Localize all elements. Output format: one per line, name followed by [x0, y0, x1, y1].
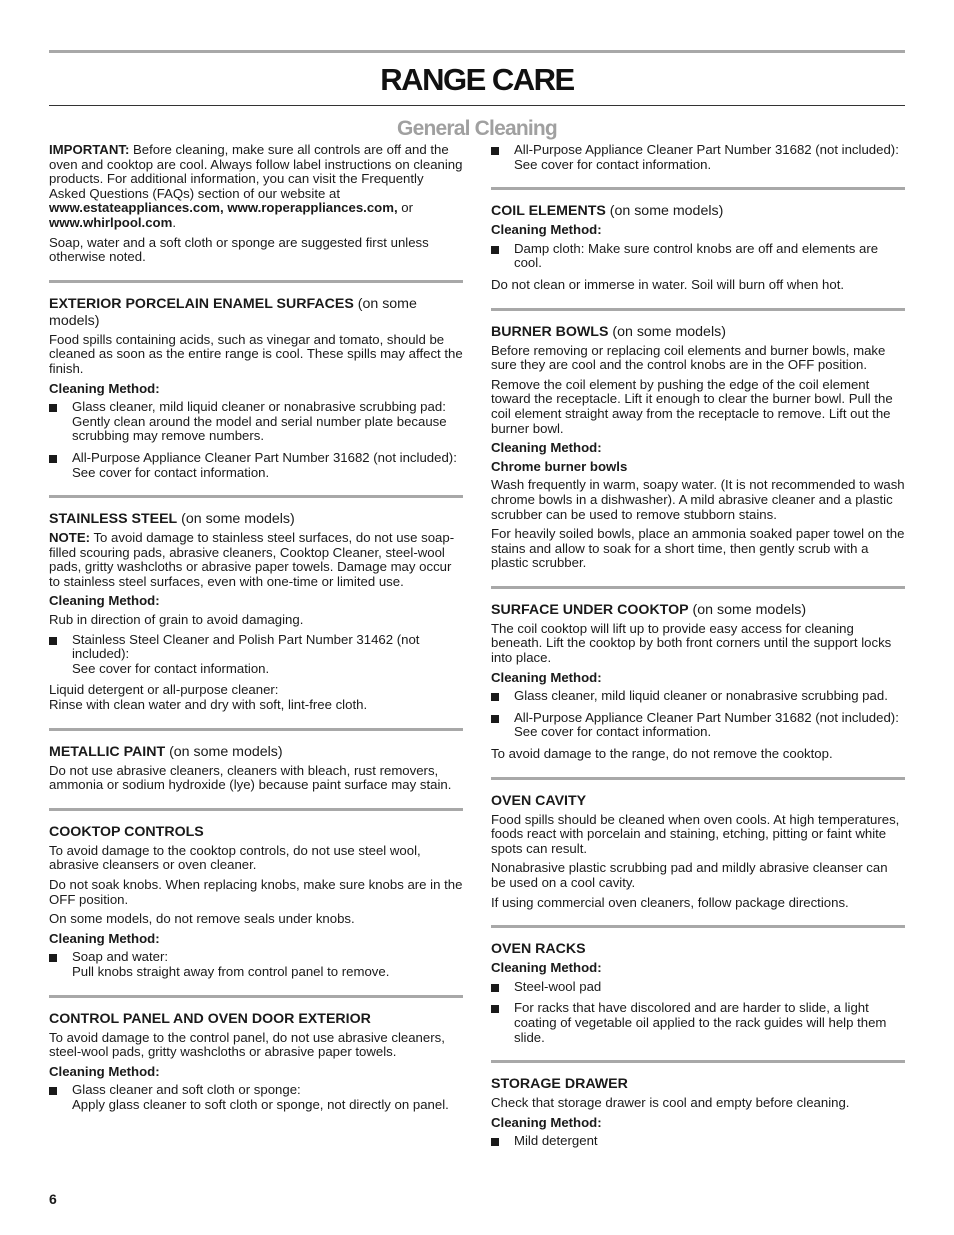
bullet-text: Damp cloth: Make sure control knobs are off and elements are cool. — [514, 240, 879, 271]
cleaning-method-label: Cleaning Method: — [491, 669, 602, 685]
liquid-paragraph — [49, 683, 463, 712]
section-text: To avoid damage to the cooktop controls, do not use steel wool, abrasive cleansers or oven cleaner. — [49, 842, 421, 873]
square-bullet-icon — [491, 1138, 499, 1146]
list-item — [491, 1134, 905, 1149]
section-heading — [491, 203, 905, 220]
website-links[interactable]: www.estateappliances.com, www.roperappliances.com, — [49, 200, 398, 216]
square-bullet-icon — [49, 455, 57, 463]
cooktop-controls-section — [49, 808, 463, 980]
section-heading: STORAGE DRAWER — [491, 1076, 628, 1093]
list-item — [49, 950, 463, 979]
bullet-list — [49, 1083, 463, 1112]
bullet-list — [49, 950, 463, 979]
cleaning-method-label: Cleaning Method: — [49, 593, 160, 609]
section-heading: CONTROL PANEL AND OVEN DOOR EXTERIOR — [49, 1010, 371, 1027]
square-bullet-icon — [49, 404, 57, 412]
section-heading — [491, 324, 905, 341]
bullet-text: For racks that have discolored and are harder to slide, a light coating of vegetable oil applied to the rack guides will help them slide. — [514, 1000, 887, 1045]
list-item — [491, 242, 905, 271]
square-bullet-icon — [491, 246, 499, 254]
square-bullet-icon — [491, 984, 499, 992]
heading-text: SURFACE UNDER COOKTOP — [491, 601, 689, 618]
page-number: 6 — [49, 1191, 57, 1207]
section-text: Food spills containing acids, such as vinegar and tomato, should be cleaned as soon as the entire range is cool. These spills may affect the finish. — [49, 331, 463, 376]
bullet-subtext: See cover for contact information. — [72, 660, 270, 676]
cleaning-method-label: Cleaning Method: — [491, 440, 602, 456]
section-text: If using commercial oven cleaners, follow package directions. — [491, 894, 849, 910]
section-text: Before removing or replacing coil elements and burner bowls, make sure they are cool and the control knobs are in the OFF position. — [491, 342, 886, 373]
storage-drawer-section — [491, 1060, 905, 1149]
section-heading: OVEN CAVITY — [491, 792, 587, 809]
square-bullet-icon — [491, 715, 499, 723]
section-text: For heavily soiled bowls, place an ammonia soaked paper towel on the stains and allow to soak for a short time, then gently scrub with a plastic scrubber. — [491, 526, 905, 571]
section-text: Nonabrasive plastic scrubbing pad and mildly abrasive cleanser can be used on a cool cavity. — [491, 860, 888, 890]
rinse-text: Rinse with clean water and dry with soft, lint-free cloth. — [49, 697, 368, 713]
heading-text: METALLIC PAINT — [49, 743, 166, 760]
bullet-text: All-Purpose Appliance Cleaner Part Number 31682 (not included): — [72, 449, 457, 465]
list-item — [49, 1083, 463, 1112]
heading-qualifier: (on some models) — [177, 511, 295, 528]
section-text: On some models, do not remove seals under knobs. — [49, 911, 355, 927]
bullet-list — [49, 400, 463, 480]
surface-under-cooktop-section — [491, 586, 905, 762]
cleaning-method-label: Cleaning Method: — [491, 960, 602, 976]
cleaning-method-label: Cleaning Method: — [491, 222, 602, 238]
bullet-text: Glass cleaner, mild liquid cleaner or nonabrasive scrubbing pad: — [72, 399, 446, 415]
section-heading — [49, 296, 463, 330]
section-text: Do not use abrasive cleaners, cleaners with bleach, rust removers, ammonia or sodium hydroxide (lye) because paint surface may stain. — [49, 762, 452, 793]
bullet-subtext: See cover for contact information. — [72, 464, 270, 480]
control-panel-section — [49, 995, 463, 1113]
list-item — [491, 711, 905, 740]
heading-qualifier: (on some models) — [688, 601, 807, 618]
section-text: Remove the coil element by pushing the edge of the coil element toward the receptacle. Lift it enough to clear the burner bowl. Pull the coil element straight away from the receptacle to remove. Lift out the burner bowl. — [491, 376, 893, 436]
bullet-list — [491, 689, 905, 740]
page-subtitle: General Cleaning — [397, 117, 557, 140]
oven-racks-section — [491, 925, 905, 1045]
heading-qualifier: (on some models) — [165, 743, 283, 760]
square-bullet-icon — [491, 693, 499, 701]
bullet-text: Glass cleaner, mild liquid cleaner or nonabrasive scrubbing pad. — [514, 688, 888, 704]
bullet-text: Soap and water: — [72, 949, 169, 965]
note-label: NOTE: — [49, 530, 91, 546]
or-text: or — [397, 200, 413, 216]
list-item — [491, 1001, 905, 1045]
cleaning-method-label: Cleaning Method: — [491, 1114, 602, 1130]
page-title: RANGE CARE — [380, 62, 574, 97]
bullet-subtext: Pull knobs straight away from control panel to remove. — [72, 963, 390, 979]
whirlpool-link[interactable]: www.whirlpool.com — [49, 214, 173, 230]
oven-cavity-section — [491, 777, 905, 911]
bullet-text: Steel-wool pad — [514, 978, 602, 994]
section-heading: OVEN RACKS — [491, 941, 586, 958]
exterior-porcelain-section — [49, 280, 463, 480]
note-paragraph — [49, 531, 463, 589]
heading-text: EXTERIOR PORCELAIN ENAMEL SURFACES — [49, 295, 354, 312]
section-text: The coil cooktop will lift up to provide easy access for cleaning beneath. Lift the cooktop by both front corners until the support locks into place. — [491, 620, 892, 666]
burner-bowls-section — [491, 308, 905, 571]
liquid-text: Liquid detergent or all-purpose cleaner: — [49, 682, 279, 698]
section-heading: COOKTOP CONTROLS — [49, 823, 204, 840]
chrome-bowls-subheading: Chrome burner bowls — [491, 458, 628, 474]
cleaning-method-label: Cleaning Method: — [49, 1063, 160, 1079]
title-rule — [49, 105, 905, 106]
bullet-text: Stainless Steel Cleaner and Polish Part Number 31462 (not included): — [72, 631, 420, 662]
cleaning-method-label: Cleaning Method: — [49, 930, 160, 946]
list-item — [491, 143, 905, 172]
bullet-list — [49, 633, 463, 677]
list-item — [49, 451, 463, 480]
bullet-list — [491, 242, 905, 271]
right-column — [491, 143, 905, 1156]
section-text: Do not clean or immerse in water. Soil will burn off when hot. — [491, 276, 845, 292]
heading-text: BURNER BOWLS — [491, 323, 609, 340]
list-item — [491, 689, 905, 704]
heading-text: COIL ELEMENTS — [491, 203, 606, 220]
bullet-subtext: Apply glass cleaner to soft cloth or sponge, not directly on panel. — [72, 1096, 449, 1112]
heading-qualifier: (on some models) — [605, 203, 724, 220]
left-column — [49, 143, 463, 1120]
bullet-text: All-Purpose Appliance Cleaner Part Number 31682 (not included): — [514, 709, 899, 725]
bullet-text: Mild detergent — [514, 1133, 598, 1149]
section-text: To avoid damage to the control panel, do not use abrasive cleaners, steel-wool pads, gritty washcloths or abrasive paper towels. — [49, 1029, 445, 1060]
coil-elements-section — [491, 187, 905, 292]
heading-qualifier: (on some models) — [608, 323, 726, 340]
metallic-paint-section — [49, 728, 463, 793]
section-text: Wash frequently in warm, soapy water. (It is not recommended to wash chrome bowls in a dishwasher). A mild abrasive cleaner and a plastic scrubber can be used to remove stubborn stains. — [491, 477, 905, 522]
square-bullet-icon — [49, 1087, 57, 1095]
list-item — [491, 980, 905, 995]
list-item — [49, 633, 463, 677]
bullet-text: Glass cleaner and soft cloth or sponge: — [72, 1082, 301, 1098]
cleaning-method-label: Cleaning Method: — [49, 380, 160, 396]
section-text: Check that storage drawer is cool and empty before cleaning. — [491, 1095, 850, 1111]
list-item — [49, 400, 463, 444]
heading-qualifier: (on some models) — [49, 295, 417, 329]
bullet-subtext: See cover for contact information. — [514, 156, 712, 172]
important-text: Before cleaning, make sure all controls are off and the oven and cooktop are cool. Always follow label instructions on cleaning products. For additional information, you can visit the Frequently Asked Questions (FAQs) section of our website at — [49, 142, 463, 201]
period-text: . — [172, 214, 177, 230]
soap-paragraph: Soap, water and a soft cloth or sponge are suggested first unless otherwise noted. — [49, 234, 429, 265]
bullet-subtext: Gently clean around the model and serial number plate because scrubbing may remove numbers. — [72, 413, 447, 444]
square-bullet-icon — [491, 147, 499, 155]
section-heading — [491, 602, 905, 619]
note-text: To avoid damage to stainless steel surfaces, do not use soap-filled scouring pads, abrasive cleaners, Cooktop Cleaner, steel-wool pads, gritty washcloths or abrasive paper towels. Damage may occur to stainless steel surfaces, even with one-time or limited use. — [49, 530, 455, 589]
bullet-list — [491, 143, 905, 172]
important-label: IMPORTANT: — [49, 142, 130, 157]
section-heading — [49, 511, 463, 528]
square-bullet-icon — [49, 637, 57, 645]
bullet-list — [491, 1134, 905, 1149]
bullet-subtext: See cover for contact information. — [514, 724, 712, 740]
bullet-list — [491, 980, 905, 1045]
stainless-steel-section — [49, 495, 463, 713]
top-rule — [49, 50, 905, 53]
section-text: Food spills should be cleaned when oven cools. At high temperatures, foods react with porcelain and staining, etching, pitting or faint white spots can result. — [491, 811, 900, 856]
heading-text: STAINLESS STEEL — [49, 511, 178, 528]
intro-block — [49, 143, 463, 265]
important-paragraph — [49, 143, 463, 231]
section-text: To avoid damage to the range, do not remove the cooktop. — [491, 746, 833, 762]
section-text: Do not soak knobs. When replacing knobs, make sure knobs are in the OFF position. — [49, 877, 463, 907]
square-bullet-icon — [49, 954, 57, 962]
section-text: Rub in direction of grain to avoid damaging. — [49, 612, 304, 628]
square-bullet-icon — [491, 1005, 499, 1013]
bullet-text: All-Purpose Appliance Cleaner Part Number 31682 (not included): — [514, 142, 899, 157]
section-heading — [49, 744, 463, 761]
